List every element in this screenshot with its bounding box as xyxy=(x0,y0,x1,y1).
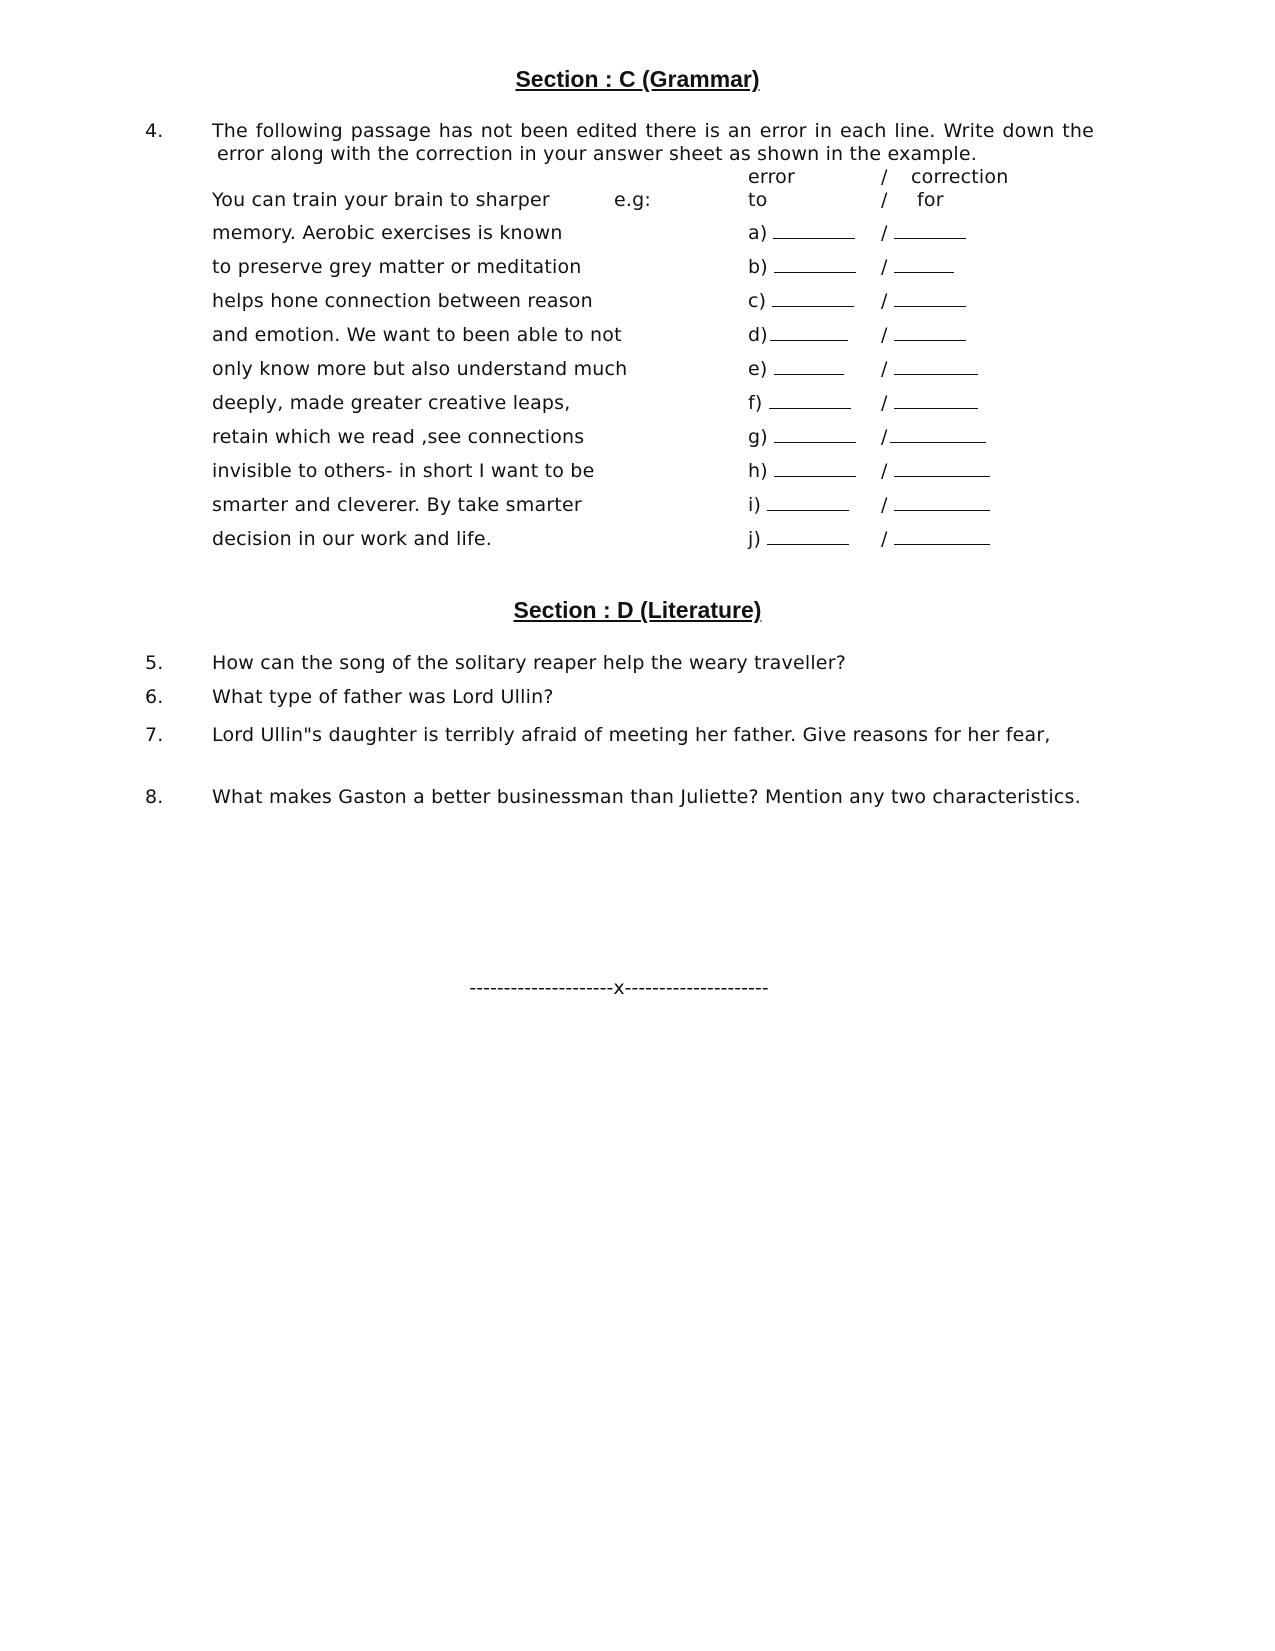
correction-label: / xyxy=(881,392,978,414)
example-correction: for xyxy=(917,189,944,211)
correction-label: / xyxy=(881,222,966,244)
example-slash: / xyxy=(881,189,888,211)
question-number: 6. xyxy=(145,686,164,708)
question-text: Lord Ullin"s daughter is terribly afraid of meeting her father. Give reasons for her fear, xyxy=(212,724,1051,746)
error-blank[interactable] xyxy=(767,543,849,545)
section-c-heading: Section : C (Grammar) xyxy=(515,66,760,92)
error-blank[interactable] xyxy=(774,271,856,273)
correction-blank[interactable] xyxy=(894,407,978,409)
correction-blank[interactable] xyxy=(894,237,966,239)
error-blank[interactable] xyxy=(769,407,851,409)
correction-label: / xyxy=(881,290,966,312)
answer-label: j) xyxy=(748,528,849,550)
answer-label: h) xyxy=(748,460,856,482)
correction-blank[interactable] xyxy=(894,339,966,341)
passage-line: to preserve grey matter or meditation xyxy=(212,256,582,278)
correction-label: / xyxy=(881,358,978,380)
passage-line: only know more but also understand much xyxy=(212,358,628,380)
correction-blank[interactable] xyxy=(894,305,966,307)
question-text: How can the song of the solitary reaper help the weary traveller? xyxy=(212,652,846,674)
question-text: What type of father was Lord Ullin? xyxy=(212,686,554,708)
correction-blank[interactable] xyxy=(890,441,986,443)
error-blank[interactable] xyxy=(770,339,848,341)
correction-label: / xyxy=(881,256,954,278)
section-d-heading: Section : D (Literature) xyxy=(513,597,762,623)
correction-blank[interactable] xyxy=(894,475,990,477)
error-blank[interactable] xyxy=(774,373,844,375)
passage-line: You can train your brain to sharper xyxy=(212,189,550,211)
passage-line: memory. Aerobic exercises is known xyxy=(212,222,563,244)
answer-label: g) xyxy=(748,426,856,448)
correction-label: / xyxy=(881,324,966,346)
question-number: 7. xyxy=(145,724,164,746)
correction-blank[interactable] xyxy=(894,271,954,273)
correction-blank[interactable] xyxy=(894,509,990,511)
passage-line: and emotion. We want to been able to not xyxy=(212,324,622,346)
error-blank[interactable] xyxy=(773,237,855,239)
error-blank[interactable] xyxy=(774,475,856,477)
answer-label: i) xyxy=(748,494,849,516)
correction-blank[interactable] xyxy=(894,543,990,545)
passage-line: smarter and cleverer. By take smarter xyxy=(212,494,582,516)
correction-label: / xyxy=(881,460,990,482)
answer-label: e) xyxy=(748,358,844,380)
error-blank[interactable] xyxy=(774,441,856,443)
error-blank[interactable] xyxy=(767,509,849,511)
passage-line: helps hone connection between reason xyxy=(212,290,593,312)
correction-label: / xyxy=(881,494,990,516)
answer-label: c) xyxy=(748,290,854,312)
passage-line: invisible to others- in short I want to be xyxy=(212,460,595,482)
example-error: to xyxy=(748,189,768,211)
correction-label: / xyxy=(881,426,986,448)
question-number: 8. xyxy=(145,786,164,808)
correction-blank[interactable] xyxy=(894,373,978,375)
passage-line: deeply, made greater creative leaps, xyxy=(212,392,571,414)
correction-label: / xyxy=(881,528,990,550)
question-number: 5. xyxy=(145,652,164,674)
column-header-error: error xyxy=(748,166,795,188)
answer-label: b) xyxy=(748,256,856,278)
answer-label: f) xyxy=(748,392,851,414)
passage-line: retain which we read ,see connections xyxy=(212,426,585,448)
instruction-line-1: The following passage has not been edited there is an error in each line. Write down the xyxy=(212,120,1094,142)
example-label: e.g: xyxy=(614,189,651,211)
question-text: What makes Gaston a better businessman than Juliette? Mention any two characteristics. xyxy=(212,786,1081,808)
column-header-correction: correction xyxy=(911,166,1009,188)
end-marker: ---------------------x--------------------- xyxy=(469,977,769,999)
answer-label: a) xyxy=(748,222,855,244)
error-blank[interactable] xyxy=(772,305,854,307)
answer-label: d) xyxy=(748,324,848,346)
column-header-slash: / xyxy=(881,166,888,188)
instruction-line-2: error along with the correction in your answer sheet as shown in the example. xyxy=(217,143,977,165)
question-number-4: 4. xyxy=(145,120,164,142)
passage-line: decision in our work and life. xyxy=(212,528,493,550)
